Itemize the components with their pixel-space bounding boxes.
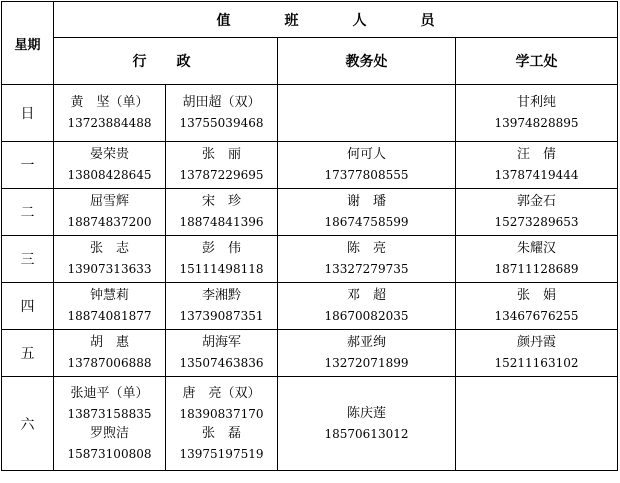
day-cell: 一 (2, 142, 54, 189)
admin2-cell (166, 85, 278, 142)
header-day: 星期 (2, 2, 54, 85)
academic-cell (278, 142, 456, 189)
staff-phone: 13975197519 (179, 446, 264, 461)
staff-phone: 15111498118 (179, 262, 264, 276)
student-cell (456, 85, 618, 142)
admin2-cell (166, 283, 278, 330)
staff-phone: 15873100808 (67, 446, 152, 461)
roster-body (2, 85, 618, 471)
staff-phone: 13907313633 (67, 262, 152, 276)
admin2-cell (166, 236, 278, 283)
staff-phone: 13808428645 (67, 168, 152, 182)
staff-phone: 13507463836 (179, 356, 264, 370)
staff-name: 汪 倩 (516, 147, 556, 162)
staff-phone: 13739087351 (179, 309, 264, 323)
staff-name: 黄 坚（单） (70, 95, 149, 110)
staff-phone: 13974828895 (494, 116, 579, 130)
staff-name: 郝亚绚 (346, 335, 386, 350)
student-cell (456, 189, 618, 236)
student-cell (456, 330, 618, 377)
day-cell: 三 (2, 236, 54, 283)
day-cell: 六 (2, 377, 54, 471)
student-cell (456, 236, 618, 283)
student-cell (456, 283, 618, 330)
staff-name: 屈雪辉 (89, 194, 129, 209)
staff-phone: 13723884488 (67, 116, 152, 130)
staff-phone: 13467676255 (494, 309, 579, 323)
header-title: 值 班 人 员 (54, 2, 618, 38)
admin2-cell (166, 330, 278, 377)
header-academic: 教务处 (278, 38, 456, 85)
academic-cell (278, 189, 456, 236)
table-row (2, 189, 618, 236)
admin1-cell (54, 142, 166, 189)
academic-cell (278, 377, 456, 471)
staff-name: 张 丽 (201, 147, 241, 162)
table-row (2, 236, 618, 283)
staff-name: 胡 惠 (89, 335, 129, 350)
staff-phone: 15211163102 (494, 356, 579, 370)
staff-phone: 13787419444 (494, 168, 579, 182)
academic-cell (278, 85, 456, 142)
student-cell (456, 142, 618, 189)
staff-phone: 17377808555 (324, 168, 409, 182)
academic-cell (278, 283, 456, 330)
staff-phone: 13755039468 (179, 116, 264, 130)
staff-name: 陈 亮 (346, 241, 386, 256)
staff-phone: 13787006888 (67, 356, 152, 370)
header-student: 学工处 (456, 38, 618, 85)
staff-name: 张迪平（单） (70, 385, 149, 401)
admin1-cell (54, 189, 166, 236)
table-row (2, 283, 618, 330)
staff-name: 甘利纯 (516, 95, 556, 110)
staff-phone: 18670082035 (324, 309, 409, 323)
admin1-cell (54, 330, 166, 377)
admin1-cell (54, 377, 166, 471)
staff-name: 张 娟 (516, 288, 556, 303)
student-cell (456, 377, 618, 471)
staff-phone: 18874841396 (179, 215, 264, 229)
staff-name: 何可人 (346, 147, 386, 162)
staff-phone: 18674758599 (324, 215, 409, 229)
staff-name: 宋 珍 (201, 194, 241, 209)
admin1-cell (54, 283, 166, 330)
staff-name: 罗煦洁 (89, 425, 129, 441)
staff-phone: 18711128689 (494, 262, 579, 276)
day-cell: 四 (2, 283, 54, 330)
admin2-cell (166, 377, 278, 471)
admin1-cell (54, 85, 166, 142)
staff-name: 郭金石 (516, 194, 556, 209)
staff-name: 胡海军 (201, 335, 241, 350)
staff-phone: 18874081877 (67, 309, 152, 323)
staff-name: 谢 璠 (346, 194, 386, 209)
table-row (2, 330, 618, 377)
staff-name: 陈庆莲 (346, 405, 386, 421)
staff-phone: 15273289653 (494, 215, 579, 229)
staff-phone: 13272071899 (324, 356, 409, 370)
day-cell: 日 (2, 85, 54, 142)
staff-phone: 13873158835 (67, 406, 152, 421)
admin2-cell (166, 189, 278, 236)
staff-name: 张 志 (89, 241, 129, 256)
admin2-cell (166, 142, 278, 189)
staff-name: 颜丹霞 (516, 335, 556, 350)
staff-phone: 18874837200 (67, 215, 152, 229)
staff-name: 晏荣贵 (89, 147, 129, 162)
header-admin: 行 政 (54, 38, 278, 85)
day-cell: 二 (2, 189, 54, 236)
academic-cell (278, 330, 456, 377)
staff-name: 李湘黔 (201, 288, 241, 303)
staff-phone: 18390837170 (179, 406, 264, 421)
staff-name: 张 磊 (201, 425, 241, 441)
table-row (2, 377, 618, 471)
staff-name: 彭 伟 (201, 241, 241, 256)
staff-phone: 18570613012 (324, 426, 409, 441)
staff-name: 邓 超 (346, 288, 386, 303)
day-cell: 五 (2, 330, 54, 377)
table-row (2, 85, 618, 142)
staff-phone: 13327279735 (324, 262, 409, 276)
academic-cell (278, 236, 456, 283)
staff-name: 唐 亮（双） (182, 385, 261, 401)
staff-name: 钟慧莉 (89, 288, 129, 303)
table-row (2, 142, 618, 189)
admin1-cell (54, 236, 166, 283)
staff-name: 胡田超（双） (182, 95, 261, 110)
staff-phone: 13787229695 (179, 168, 264, 182)
staff-name: 朱耀汉 (516, 241, 556, 256)
duty-roster-table (1, 1, 618, 471)
